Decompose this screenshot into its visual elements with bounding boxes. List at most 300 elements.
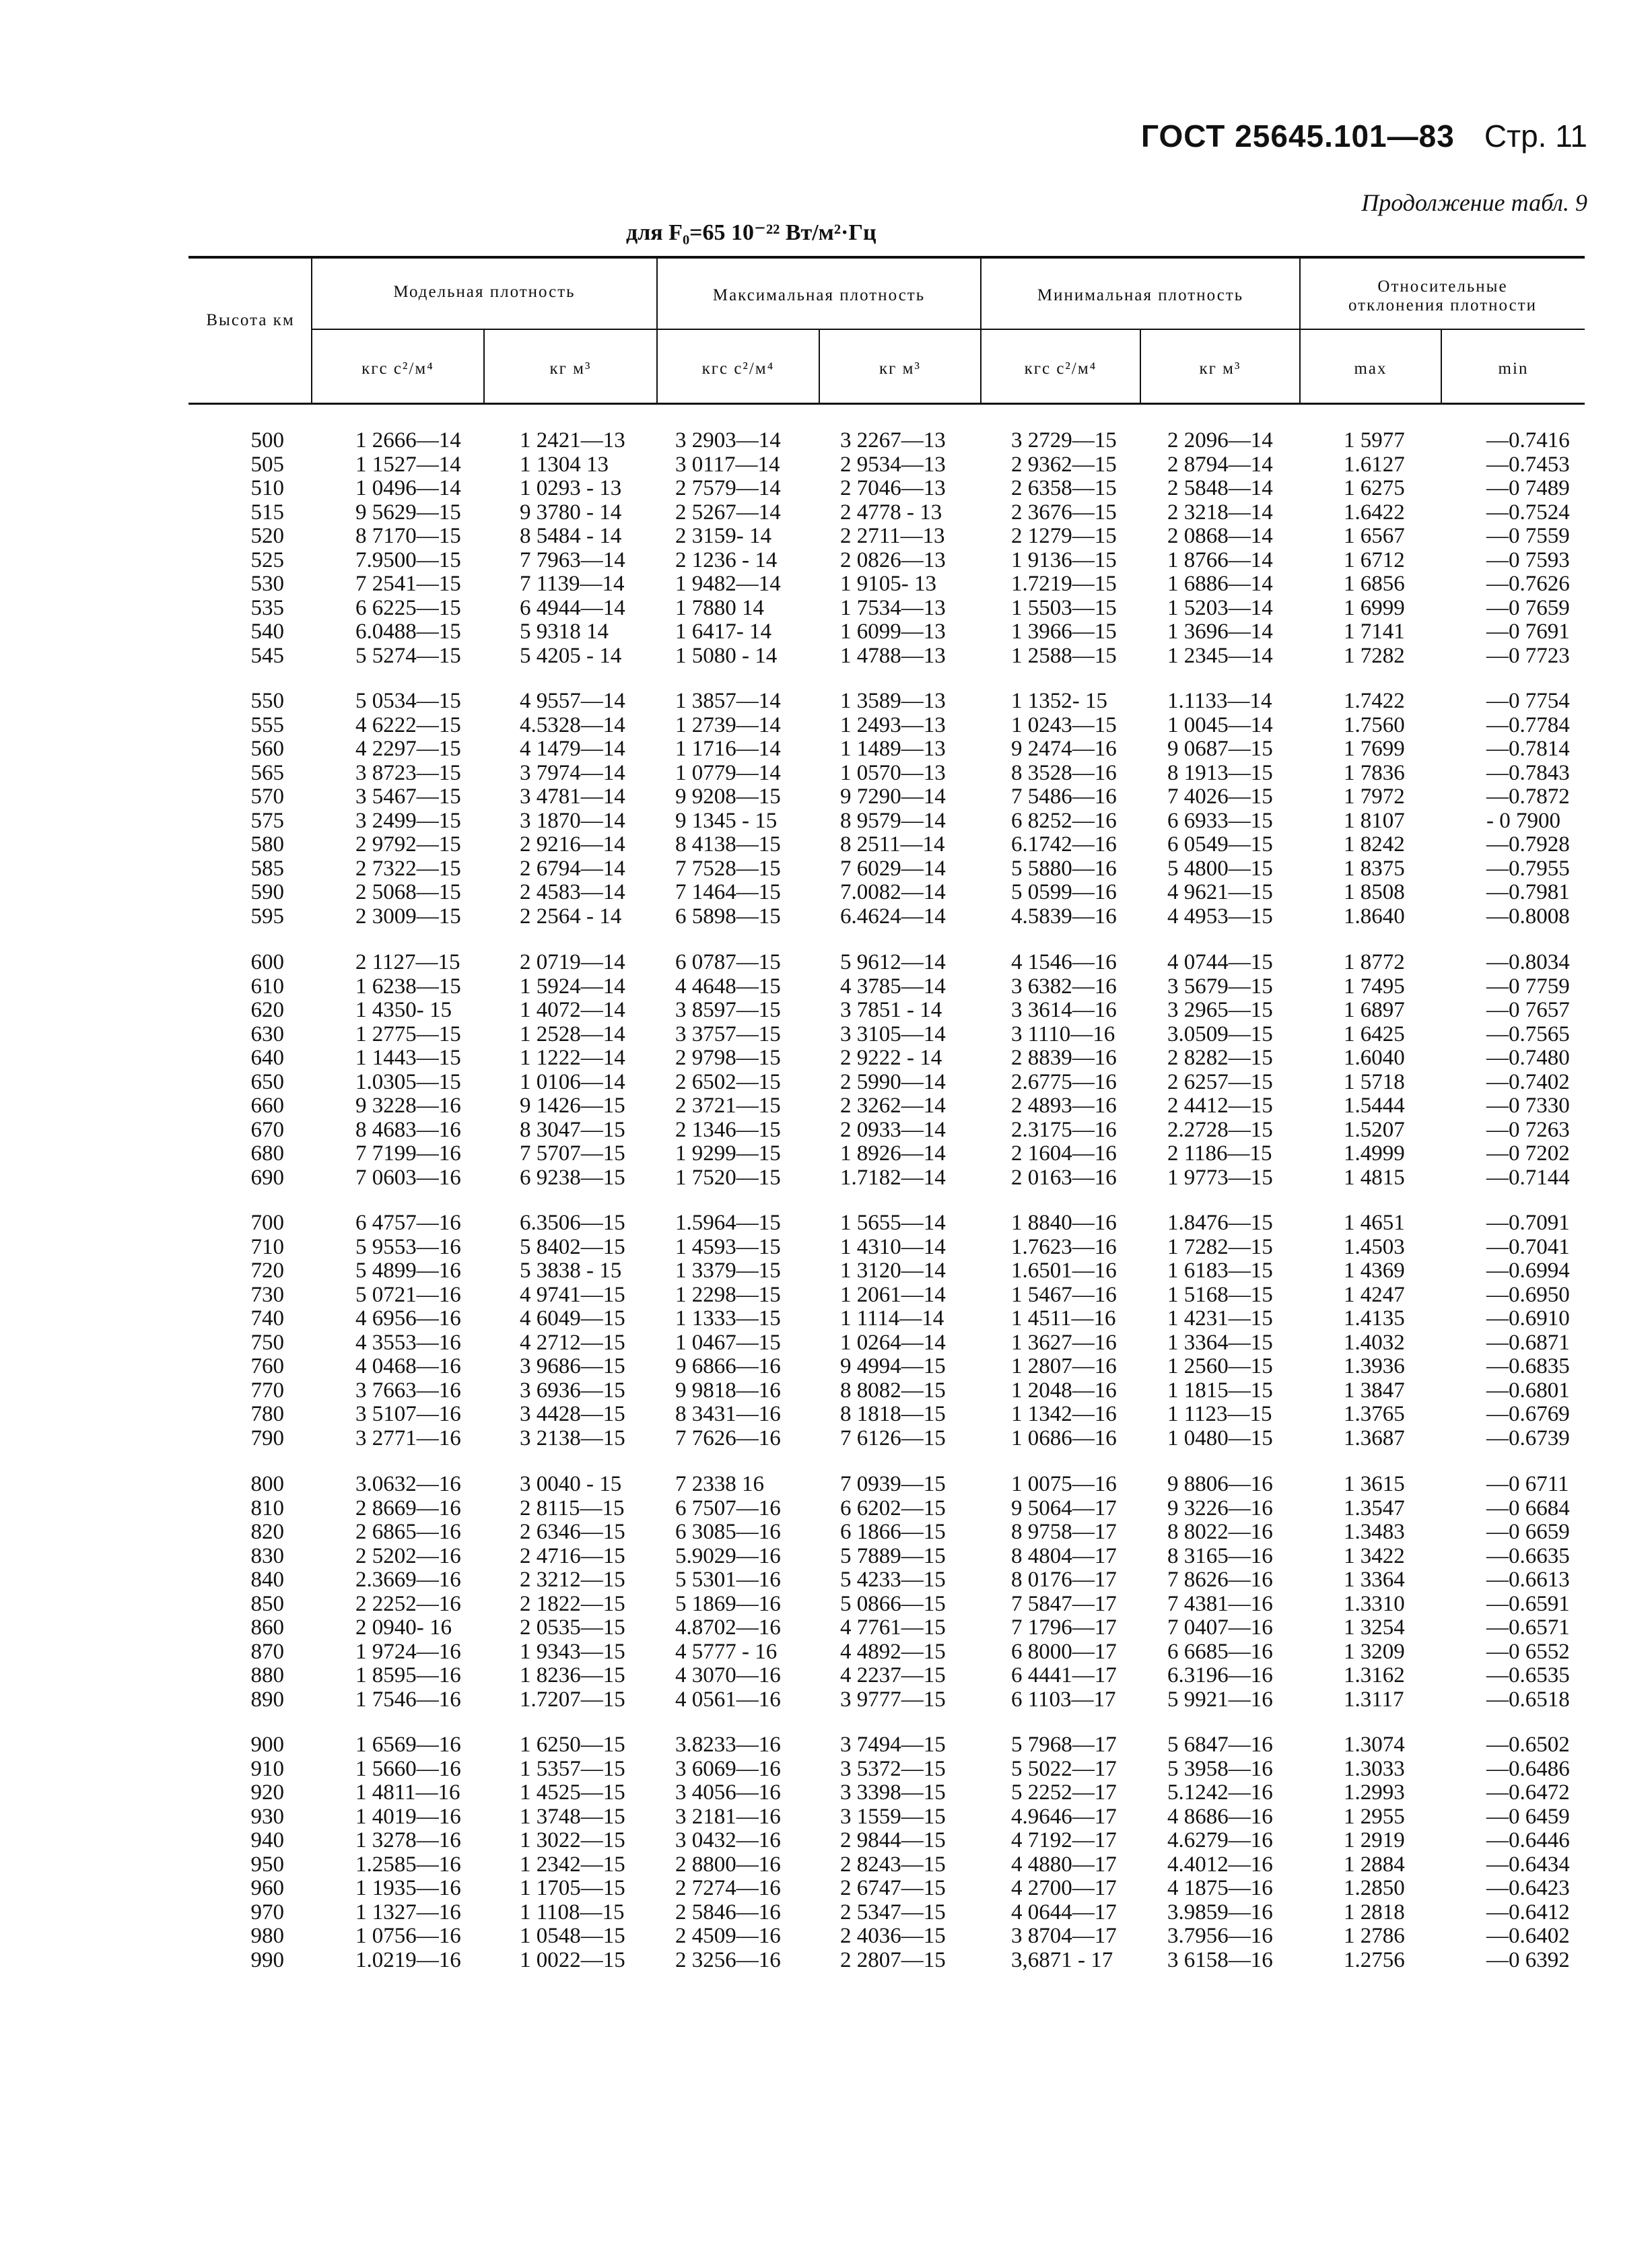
- cell-rel-min: —0.6402: [1486, 1924, 1570, 1948]
- cell-max-kg: 1 2061—14: [840, 1282, 946, 1307]
- cell-min-kgs: 5 2252—17: [1011, 1780, 1117, 1805]
- cell-rel-max: 1 6712: [1344, 547, 1405, 572]
- cell-min-kgs: 2 4893—16: [1011, 1094, 1117, 1118]
- cell-max-kgs: 4 5777 - 16: [675, 1639, 778, 1664]
- cell-model-kg: 1 2421—13: [520, 428, 625, 453]
- cell-rel-max: 1 8772: [1344, 950, 1405, 974]
- cell-min-kg: 2 8794—14: [1167, 452, 1273, 477]
- cell-height: 600: [250, 950, 284, 974]
- cell-min-kg: 3.7956—16: [1167, 1924, 1273, 1948]
- cell-model-kgs: 5 9553—16: [355, 1234, 461, 1259]
- cell-rel-min: —0 6684: [1486, 1496, 1570, 1520]
- cell-min-kgs: 2 0163—16: [1011, 1165, 1117, 1190]
- cell-min-kgs: 1 2807—16: [1011, 1354, 1117, 1378]
- cell-min-kg: 2.2728—15: [1167, 1117, 1273, 1142]
- cell-rel-max: 1 2955: [1344, 1804, 1405, 1829]
- cell-rel-min: —0.7041: [1486, 1234, 1570, 1259]
- cell-max-kg: 1 6099—13: [840, 619, 946, 644]
- cell-height: 800: [250, 1472, 284, 1496]
- cell-model-kgs: 6 4757—16: [355, 1211, 461, 1235]
- cell-rel-max: 1.7560: [1344, 712, 1405, 737]
- cell-height: 930: [250, 1804, 284, 1829]
- cell-rel-min: —0.7565: [1486, 1021, 1570, 1046]
- cell-model-kgs: 1 0496—14: [355, 476, 461, 500]
- cell-min-kgs: 1 5467—16: [1011, 1282, 1117, 1307]
- cell-rel-max: 1.3117: [1344, 1687, 1404, 1712]
- cell-model-kgs: 6 6225—15: [355, 595, 461, 620]
- cell-height: 700: [250, 1211, 284, 1235]
- cell-height: 850: [250, 1591, 284, 1616]
- cell-height: 515: [250, 500, 284, 525]
- cell-rel-min: —0.6518: [1486, 1687, 1570, 1712]
- cell-max-kgs: 1 7880 14: [675, 595, 764, 620]
- cell-rel-max: 1.6040: [1344, 1046, 1405, 1070]
- cell-model-kgs: 2 1127—15: [355, 950, 460, 974]
- cell-model-kgs: 4 0468—16: [355, 1354, 461, 1378]
- cell-model-kgs: 1 1935—16: [355, 1876, 461, 1900]
- cell-rel-max: 1 4815: [1344, 1165, 1405, 1190]
- cell-max-kgs: 1 0779—14: [675, 760, 781, 785]
- cell-max-kgs: 1.5964—15: [675, 1211, 781, 1235]
- cell-min-kg: 9 3226—16: [1167, 1496, 1273, 1520]
- cell-min-kgs: 5 5022—17: [1011, 1756, 1117, 1781]
- cell-rel-max: 1 7282: [1344, 643, 1405, 668]
- cell-height: 720: [250, 1259, 284, 1283]
- cell-model-kgs: 3 5467—15: [355, 784, 461, 809]
- cell-rel-min: —0.6412: [1486, 1900, 1570, 1924]
- cell-max-kgs: 3 0432—16: [675, 1828, 781, 1852]
- cell-height: 550: [250, 689, 284, 713]
- cell-max-kg: 9 4994—15: [840, 1354, 946, 1378]
- cell-min-kgs: 1 2588—15: [1011, 643, 1117, 668]
- cell-rel-max: 1 4369: [1344, 1259, 1405, 1283]
- cell-rel-max: 1 8508: [1344, 880, 1405, 904]
- cell-max-kgs: 3 3757—15: [675, 1021, 781, 1046]
- cell-rel-min: —0 7691: [1486, 619, 1570, 644]
- cell-rel-max: 1 3422: [1344, 1543, 1405, 1568]
- cell-min-kgs: 1 0243—15: [1011, 712, 1117, 737]
- cell-height: 790: [250, 1426, 284, 1450]
- cell-model-kg: 1 2528—14: [520, 1021, 625, 1046]
- cell-max-kgs: 3.8233—16: [675, 1733, 781, 1757]
- cell-model-kgs: 1.2585—16: [355, 1852, 461, 1877]
- cell-height: 525: [250, 547, 284, 572]
- cell-rel-min: —0.6871: [1486, 1330, 1570, 1355]
- cell-max-kgs: 6 3085—16: [675, 1520, 781, 1544]
- cell-rel-max: 1 6275: [1344, 476, 1405, 500]
- cell-max-kg: 2 4036—15: [840, 1924, 946, 1948]
- cell-height: 780: [250, 1402, 284, 1426]
- cell-rel-min: —0 7263: [1486, 1117, 1570, 1142]
- cell-max-kgs: 3 0117—14: [675, 452, 780, 477]
- cell-min-kg: 2 4412—15: [1167, 1094, 1273, 1118]
- cell-model-kgs: 8 7170—15: [355, 524, 461, 548]
- cell-max-kgs: 4 0561—16: [675, 1687, 781, 1712]
- cell-max-kg: 3 2267—13: [840, 428, 946, 453]
- cell-height: 740: [250, 1306, 284, 1331]
- cell-max-kg: 2 3262—14: [840, 1094, 946, 1118]
- cell-height: 680: [250, 1141, 284, 1166]
- cell-model-kgs: 1 7546—16: [355, 1687, 461, 1712]
- cell-max-kg: 7 6029—14: [840, 856, 946, 881]
- cell-min-kg: 6 6685—16: [1167, 1639, 1273, 1664]
- cell-max-kgs: 1 2298—15: [675, 1282, 781, 1307]
- cell-model-kg: 2 2564 - 14: [520, 904, 622, 929]
- cell-height: 760: [250, 1354, 284, 1378]
- cell-rel-min: —0 6552: [1486, 1639, 1570, 1664]
- table-col-divider: [656, 259, 658, 403]
- cell-rel-max: 1 8107: [1344, 808, 1405, 833]
- cell-rel-min: —0.7480: [1486, 1046, 1570, 1070]
- cell-max-kg: 4 4892—15: [840, 1639, 946, 1664]
- cell-min-kgs: 8 4804—17: [1011, 1543, 1117, 1568]
- cell-min-kgs: 1 2048—16: [1011, 1378, 1117, 1403]
- cell-model-kg: 3 2138—15: [520, 1426, 625, 1450]
- cell-rel-min: —0.6535: [1486, 1663, 1570, 1687]
- cell-min-kgs: 4 4880—17: [1011, 1852, 1117, 1877]
- cell-max-kg: 2 9222 - 14: [840, 1046, 942, 1070]
- cell-model-kgs: 4 2297—15: [355, 737, 461, 761]
- unit-kgs: кгс с²/м⁴: [1024, 360, 1097, 378]
- cell-rel-max: 1 8242: [1344, 832, 1405, 857]
- cell-rel-min: —0.7453: [1486, 452, 1570, 477]
- cell-rel-min: —0.7872: [1486, 784, 1570, 809]
- cell-max-kg: 3 9777—15: [840, 1687, 946, 1712]
- cell-max-kgs: 6 0787—15: [675, 950, 781, 974]
- cell-model-kg: 1 4525—15: [520, 1780, 625, 1805]
- cell-min-kg: 7 0407—16: [1167, 1615, 1273, 1640]
- cell-rel-max: 1 3847: [1344, 1378, 1405, 1403]
- cell-height: 810: [250, 1496, 284, 1520]
- cell-rel-max: 1 6425: [1344, 1021, 1405, 1046]
- cell-min-kgs: 4.5839—16: [1011, 904, 1117, 929]
- cell-height: 555: [250, 712, 284, 737]
- col-max: max: [1354, 360, 1387, 378]
- cell-max-kg: 1 4788—13: [840, 643, 946, 668]
- cell-rel-min: —0.7955: [1486, 856, 1570, 881]
- cell-max-kg: 7.0082—14: [840, 880, 946, 904]
- cell-height: 630: [250, 1021, 284, 1046]
- cell-rel-min: —0 6459: [1486, 1804, 1570, 1829]
- cell-model-kg: 6 9238—15: [520, 1165, 625, 1190]
- cell-height: 565: [250, 760, 284, 785]
- cell-model-kg: 2 6346—15: [520, 1520, 625, 1544]
- cell-max-kgs: 2 8800—16: [675, 1852, 781, 1877]
- cell-rel-max: 1.6127: [1344, 452, 1405, 477]
- cell-min-kg: 1 0480—15: [1167, 1426, 1273, 1450]
- cell-rel-max: 1.4503: [1344, 1234, 1405, 1259]
- cell-max-kg: 2 0933—14: [840, 1117, 946, 1142]
- cell-max-kg: 1 0570—13: [840, 760, 946, 785]
- cell-model-kg: 1.7207—15: [520, 1687, 625, 1712]
- cell-model-kgs: 5 0721—16: [355, 1282, 461, 1307]
- cell-model-kg: 8 5484 - 14: [520, 524, 622, 548]
- cell-min-kg: 9 8806—16: [1167, 1472, 1273, 1496]
- cell-model-kg: 8 3047—15: [520, 1117, 625, 1142]
- cell-max-kgs: 4 3070—16: [675, 1663, 781, 1687]
- cell-min-kg: 4 8686—16: [1167, 1804, 1273, 1829]
- cell-model-kg: 1 1705—15: [520, 1876, 625, 1900]
- cell-model-kg: 1 1222—14: [520, 1046, 625, 1070]
- cell-rel-max: 1.3033: [1344, 1756, 1405, 1781]
- cell-height: 750: [250, 1330, 284, 1355]
- cell-height: 860: [250, 1615, 284, 1640]
- cell-height: 595: [250, 904, 284, 929]
- cell-model-kg: 2 1822—15: [520, 1591, 625, 1616]
- cell-rel-min: —0.6434: [1486, 1852, 1570, 1877]
- cell-height: 510: [250, 476, 284, 500]
- cell-model-kg: 1 1108—15: [520, 1900, 625, 1924]
- cell-height: 710: [250, 1234, 284, 1259]
- cell-model-kgs: 1.0305—15: [355, 1069, 461, 1094]
- cell-rel-min: —0.6502: [1486, 1733, 1570, 1757]
- cell-max-kg: 3 7851 - 14: [840, 998, 942, 1022]
- cell-model-kg: 2 8115—15: [520, 1496, 625, 1520]
- cell-height: 830: [250, 1543, 284, 1568]
- cell-rel-min: —0 7759: [1486, 974, 1570, 999]
- cell-min-kgs: 5 5880—16: [1011, 856, 1117, 881]
- cell-min-kgs: 3 3614—16: [1011, 998, 1117, 1022]
- cell-model-kgs: 2 5202—16: [355, 1543, 461, 1568]
- cell-min-kg: 5 4800—15: [1167, 856, 1273, 881]
- cell-height: 580: [250, 832, 284, 857]
- cell-model-kgs: 1 5660—16: [355, 1756, 461, 1781]
- cell-max-kgs: 2 7274—16: [675, 1876, 781, 1900]
- cell-min-kgs: 1 5503—15: [1011, 595, 1117, 620]
- cell-rel-min: —0 7657: [1486, 998, 1570, 1022]
- cell-max-kgs: 2 6502—15: [675, 1069, 781, 1094]
- cell-max-kg: 3 3105—14: [840, 1021, 946, 1046]
- cell-max-kgs: 2 9798—15: [675, 1046, 781, 1070]
- cell-min-kg: 4 4953—15: [1167, 904, 1273, 929]
- cell-max-kg: 8 8082—15: [840, 1378, 946, 1403]
- cell-model-kg: 1 5357—15: [520, 1756, 625, 1781]
- cell-min-kgs: 3,6871 - 17: [1011, 1947, 1113, 1972]
- cell-rel-max: 1 3364: [1344, 1568, 1405, 1592]
- cell-rel-max: 1 7141: [1344, 619, 1405, 644]
- cell-max-kgs: 1 9299—15: [675, 1141, 781, 1166]
- cell-min-kg: 3 6158—16: [1167, 1947, 1273, 1972]
- cell-model-kgs: 7 0603—16: [355, 1165, 461, 1190]
- cell-max-kgs: 1 1716—14: [675, 737, 781, 761]
- cell-max-kgs: 9 9818—16: [675, 1378, 781, 1403]
- cell-max-kg: 3 5372—15: [840, 1756, 946, 1781]
- cell-max-kg: 2 4778 - 13: [840, 500, 942, 525]
- cell-rel-max: 1 7836: [1344, 760, 1405, 785]
- cell-max-kg: 1 0264—14: [840, 1330, 946, 1355]
- cell-rel-max: 1 2786: [1344, 1924, 1405, 1948]
- cell-rel-min: —0 7489: [1486, 476, 1570, 500]
- cell-model-kgs: 3.0632—16: [355, 1472, 461, 1496]
- unit-kg: кг м³: [549, 360, 592, 378]
- cell-rel-min: —0.8034: [1486, 950, 1570, 974]
- cell-model-kg: 3 4781—14: [520, 784, 625, 809]
- cell-model-kg: 5 8402—15: [520, 1234, 625, 1259]
- cell-min-kgs: 2 1604—16: [1011, 1141, 1117, 1166]
- cell-max-kg: 8 2511—14: [840, 832, 945, 857]
- col-min: min: [1498, 360, 1529, 378]
- cell-rel-max: 1 6567: [1344, 524, 1405, 548]
- cell-model-kg: 2 4716—15: [520, 1543, 625, 1568]
- cell-rel-min: —0.7928: [1486, 832, 1570, 857]
- cell-min-kgs: 4 2700—17: [1011, 1876, 1117, 1900]
- cell-height: 990: [250, 1947, 284, 1972]
- cell-max-kg: 5 9612—14: [840, 950, 946, 974]
- cell-model-kg: 1 3022—15: [520, 1828, 625, 1852]
- cell-model-kgs: 2 9792—15: [355, 832, 461, 857]
- cell-model-kgs: 3 8723—15: [355, 760, 461, 785]
- cell-min-kg: 4.6279—16: [1167, 1828, 1273, 1852]
- cell-min-kg: 3 5679—15: [1167, 974, 1273, 999]
- cell-min-kgs: 2 8839—16: [1011, 1046, 1117, 1070]
- cell-min-kg: 3.0509—15: [1167, 1021, 1273, 1046]
- cell-max-kgs: 2 7579—14: [675, 476, 781, 500]
- cell-min-kgs: 6 8252—16: [1011, 808, 1117, 833]
- table-top-rule: [188, 256, 1585, 259]
- cell-height: 940: [250, 1828, 284, 1852]
- cell-model-kgs: 1 4019—16: [355, 1804, 461, 1829]
- cell-rel-max: 1.2993: [1344, 1780, 1405, 1805]
- cell-max-kg: 3 3398—15: [840, 1780, 946, 1805]
- cell-rel-min: —0.6994: [1486, 1259, 1570, 1283]
- cell-min-kgs: 1 0075—16: [1011, 1472, 1117, 1496]
- cell-rel-min: - 0 7900: [1486, 808, 1560, 833]
- cell-max-kgs: 1 3379—15: [675, 1259, 781, 1283]
- cell-rel-min: —0.8008: [1486, 904, 1570, 929]
- cell-height: 820: [250, 1520, 284, 1544]
- cell-min-kgs: 3 6382—16: [1011, 974, 1117, 999]
- cell-rel-max: 1 2884: [1344, 1852, 1405, 1877]
- cell-height: 670: [250, 1117, 284, 1142]
- cell-min-kg: 2 6257—15: [1167, 1069, 1273, 1094]
- cell-model-kg: 1 1304 13: [520, 452, 609, 477]
- cell-height: 690: [250, 1165, 284, 1190]
- cell-max-kgs: 3 6069—16: [675, 1756, 781, 1781]
- cell-rel-min: —0 6711: [1486, 1472, 1569, 1496]
- cell-model-kg: 3 9686—15: [520, 1354, 625, 1378]
- cell-rel-max: 1 6897: [1344, 998, 1405, 1022]
- cell-model-kgs: 1 1443—15: [355, 1046, 461, 1070]
- cell-rel-max: 1.4032: [1344, 1330, 1405, 1355]
- cell-max-kgs: 2 1236 - 14: [675, 547, 778, 572]
- cell-min-kgs: 8 0176—17: [1011, 1568, 1117, 1592]
- cell-rel-max: 1 4651: [1344, 1211, 1405, 1235]
- cell-rel-max: 1.3074: [1344, 1733, 1405, 1757]
- cell-max-kgs: 1 6417- 14: [675, 619, 771, 644]
- cell-rel-max: 1.3162: [1344, 1663, 1405, 1687]
- cell-height: 530: [250, 572, 284, 596]
- cell-max-kgs: 5.9029—16: [675, 1543, 781, 1568]
- cell-rel-min: —0.6769: [1486, 1402, 1570, 1426]
- cell-rel-max: 1.3310: [1344, 1591, 1405, 1616]
- cell-min-kgs: 4 1546—16: [1011, 950, 1117, 974]
- cell-model-kgs: 2 3009—15: [355, 904, 461, 929]
- cell-min-kgs: 1 9136—15: [1011, 547, 1117, 572]
- cell-max-kg: 5 0866—15: [840, 1591, 946, 1616]
- cell-rel-min: —0.7843: [1486, 760, 1570, 785]
- cell-model-kgs: 6.0488—15: [355, 619, 461, 644]
- cell-max-kg: 1 5655—14: [840, 1211, 946, 1235]
- cell-model-kg: 9 1426—15: [520, 1094, 625, 1118]
- cell-model-kgs: 1 0756—16: [355, 1924, 461, 1948]
- cell-rel-min: —0.7416: [1486, 428, 1570, 453]
- cell-model-kg: 4 6049—15: [520, 1306, 625, 1331]
- cell-model-kgs: 3 5107—16: [355, 1402, 461, 1426]
- cell-max-kg: 1.7182—14: [840, 1165, 946, 1190]
- cell-min-kgs: 2.6775—16: [1011, 1069, 1117, 1094]
- cell-rel-min: —0 7202: [1486, 1141, 1570, 1166]
- cell-min-kg: 1 6183—15: [1167, 1259, 1273, 1283]
- cell-rel-max: 1 6999: [1344, 595, 1405, 620]
- cell-max-kg: 2 6747—15: [840, 1876, 946, 1900]
- cell-height: 910: [250, 1756, 284, 1781]
- cell-model-kgs: 1 6238—15: [355, 974, 461, 999]
- cell-model-kgs: 2.3669—16: [355, 1568, 461, 1592]
- cell-max-kgs: 3 4056—16: [675, 1780, 781, 1805]
- cell-min-kgs: 4 7192—17: [1011, 1828, 1117, 1852]
- cell-max-kgs: 7 2338 16: [675, 1472, 764, 1496]
- cell-height: 640: [250, 1046, 284, 1070]
- cell-model-kgs: 2 6865—16: [355, 1520, 461, 1544]
- cell-rel-min: —0 7593: [1486, 547, 1570, 572]
- cell-rel-min: —0.7524: [1486, 500, 1570, 525]
- cell-min-kgs: 8 3528—16: [1011, 760, 1117, 785]
- cell-model-kg: 1 5924—14: [520, 974, 625, 999]
- cell-min-kgs: 1 1352- 15: [1011, 689, 1107, 713]
- cell-min-kg: 1 2560—15: [1167, 1354, 1273, 1378]
- cell-min-kg: 4.4012—16: [1167, 1852, 1273, 1877]
- cell-min-kg: 4 1875—16: [1167, 1876, 1273, 1900]
- cell-max-kgs: 1 0467—15: [675, 1330, 781, 1355]
- cell-height: 545: [250, 643, 284, 668]
- cell-min-kgs: 4.9646—17: [1011, 1804, 1117, 1829]
- cell-rel-min: —0 6392: [1486, 1947, 1570, 1972]
- cell-rel-max: 1 7699: [1344, 737, 1405, 761]
- cell-max-kg: 2 7046—13: [840, 476, 946, 500]
- table-col-divider: [311, 259, 312, 403]
- cell-rel-max: 1.3687: [1344, 1426, 1405, 1450]
- cell-max-kg: 2 8243—15: [840, 1852, 946, 1877]
- page-header: [1141, 118, 1587, 154]
- cell-model-kg: 1 6250—15: [520, 1733, 625, 1757]
- cell-min-kgs: 5 0599—16: [1011, 880, 1117, 904]
- cell-rel-max: 1 4247: [1344, 1282, 1405, 1307]
- cell-min-kg: 3.9859—16: [1167, 1900, 1273, 1924]
- page-number: Стр. 11: [1484, 119, 1587, 154]
- cell-rel-min: —0 7754: [1486, 689, 1570, 713]
- cell-max-kg: 5 7889—15: [840, 1543, 946, 1568]
- cell-rel-min: —0 7723: [1486, 643, 1570, 668]
- cell-max-kgs: 5 1869—16: [675, 1591, 781, 1616]
- cell-max-kg: 1 3120—14: [840, 1259, 946, 1283]
- cell-max-kg: 3 7494—15: [840, 1733, 946, 1757]
- cell-min-kg: 4 0744—15: [1167, 950, 1273, 974]
- cell-max-kg: 7 6126—15: [840, 1426, 946, 1450]
- cell-min-kg: 2 5848—14: [1167, 476, 1273, 500]
- cell-min-kgs: 2 6358—15: [1011, 476, 1117, 500]
- cell-min-kgs: 7 5847—17: [1011, 1591, 1117, 1616]
- cell-height: 880: [250, 1663, 284, 1687]
- cell-max-kgs: 7 7626—16: [675, 1426, 781, 1450]
- cell-model-kgs: 2 8669—16: [355, 1496, 461, 1520]
- cell-min-kgs: 2 1279—15: [1011, 524, 1117, 548]
- cell-model-kgs: 7 2541—15: [355, 572, 461, 596]
- cell-min-kg: 9 0687—15: [1167, 737, 1273, 761]
- cell-rel-min: —0.6910: [1486, 1306, 1570, 1331]
- cell-model-kg: 2 3212—15: [520, 1568, 625, 1592]
- cell-max-kg: 5 4233—15: [840, 1568, 946, 1592]
- cell-model-kg: 1 0022—15: [520, 1947, 625, 1972]
